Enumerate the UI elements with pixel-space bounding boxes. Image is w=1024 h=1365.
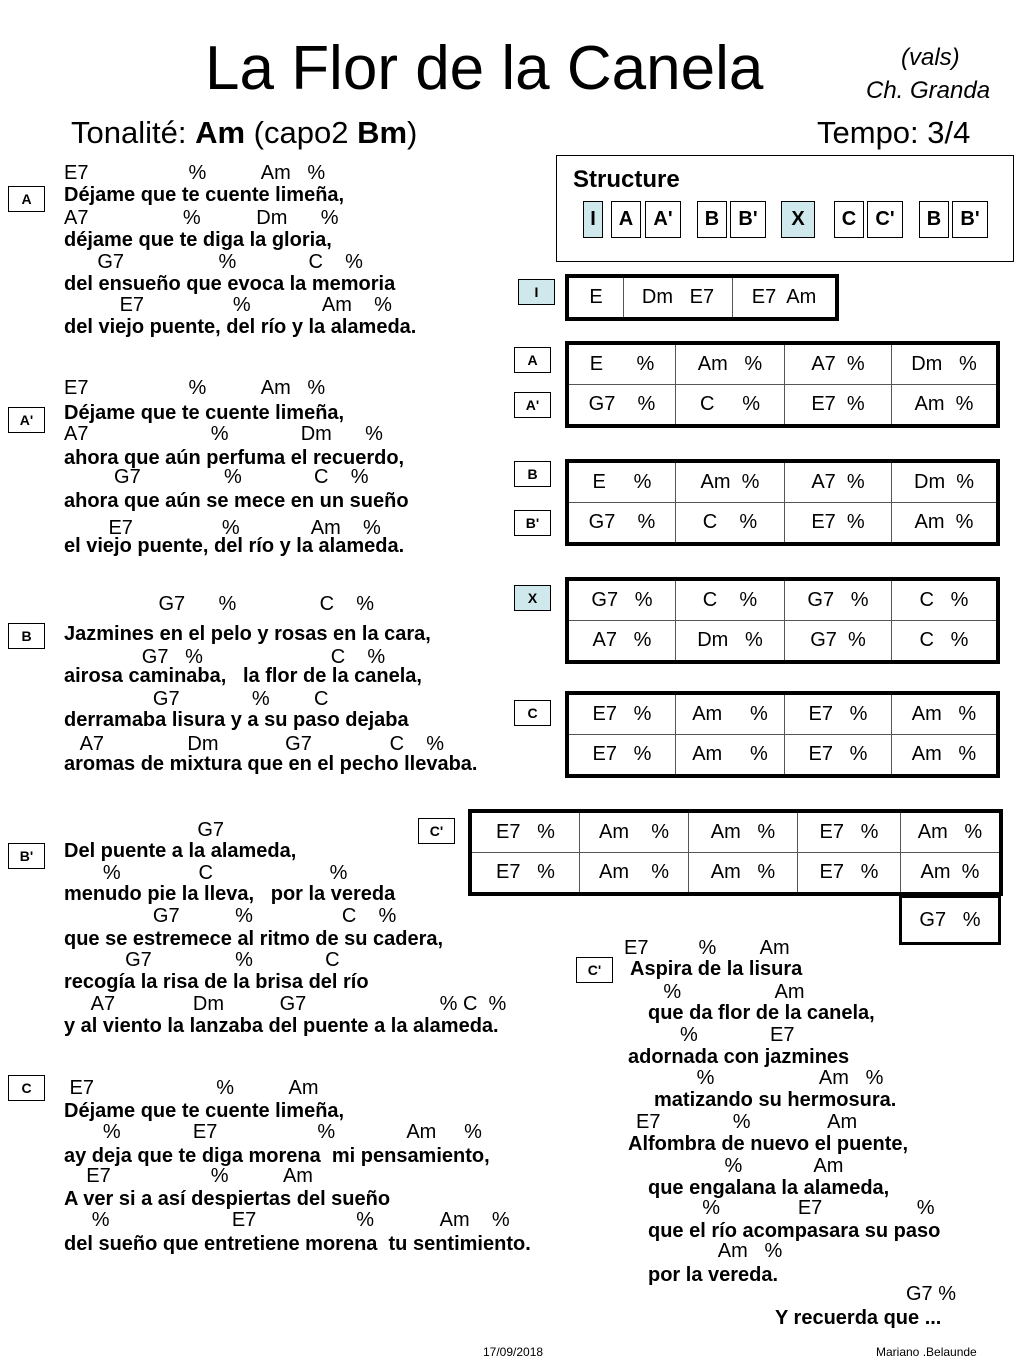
grid-cell: Am % <box>676 461 785 503</box>
chord-line: % E7 <box>630 1024 795 1046</box>
capo-close: ) <box>407 115 418 150</box>
lyric-line: ay deja que te diga morena mi pensamiento, <box>64 1145 490 1167</box>
structure-item: B' <box>952 201 988 238</box>
lyric-line: Del puente a la alameda, <box>64 840 297 862</box>
structure-item: B <box>697 201 727 238</box>
chord-line: % C % <box>64 862 348 884</box>
chord-line: % Am <box>630 981 805 1003</box>
section-label-a-prime: A' <box>8 407 45 433</box>
lyric-line: que da flor de la canela, <box>648 1002 875 1024</box>
grid-cell: Am % <box>676 343 785 385</box>
grid-cell: Dm % <box>676 621 785 663</box>
grid-cell: E7 % <box>785 735 892 777</box>
chord-line: E7 % Am <box>636 1111 858 1133</box>
footer-date: 17/09/2018 <box>483 1345 544 1359</box>
chord-line: G7 % <box>906 1283 957 1305</box>
chord-line: A7 % Dm % <box>64 423 383 445</box>
lyric-line: que el río acompasara su paso <box>648 1220 941 1242</box>
chord-line: Am % <box>630 1240 783 1262</box>
chord-grid-x <box>565 577 1000 664</box>
grid-cell: C % <box>676 579 785 621</box>
chord-grid-i <box>565 274 839 321</box>
tonality-key: Am <box>195 115 246 150</box>
grid-label-i: I <box>518 279 555 305</box>
lyric-line: déjame que te diga la gloria, <box>64 229 332 251</box>
chord-line: % Am % <box>630 1067 884 1089</box>
grid-cell: Dm E7 <box>624 276 733 319</box>
grid-cell: Dm % <box>892 343 999 385</box>
lyric-line: matizando su hermosura. <box>654 1089 897 1111</box>
chord-line: A7 Dm G7 % C % <box>64 993 507 1015</box>
lyric-line: ahora que aún perfuma el recuerdo, <box>64 447 405 469</box>
grid-cell: Dm % <box>892 461 999 503</box>
capo-open: (capo2 <box>245 115 358 150</box>
structure-title: Structure <box>573 166 680 193</box>
footer-arranger: Mariano .Belaunde <box>876 1345 977 1359</box>
chord-grid-a <box>565 341 1000 428</box>
grid-cell: G7 % <box>785 579 892 621</box>
grid-cell: G7 % <box>567 579 676 621</box>
grid-cell: E7 Am <box>733 276 838 319</box>
author-label: Ch. Granda <box>866 77 991 104</box>
grid-label-c-prime: C' <box>418 818 455 844</box>
grid-cell: A7 % <box>785 461 892 503</box>
lyric-line: y al viento la lanzaba del puente a la alameda. <box>64 1015 499 1037</box>
grid-label-b: B <box>514 461 551 487</box>
chord-grid-c-prime <box>468 809 1003 896</box>
grid-cell: E7 % <box>567 735 676 777</box>
grid-cell: E % <box>567 461 676 503</box>
grid-label-a-prime: A' <box>514 392 551 418</box>
lyric-line: Alfombra de nuevo el puente, <box>628 1133 909 1155</box>
chord-line: % E7 % Am % <box>64 1121 482 1143</box>
lyric-line: Déjame que te cuente limeña, <box>64 402 345 424</box>
chord-line: E7 % Am <box>64 1165 313 1187</box>
page-title: La Flor de la Canela <box>205 34 764 103</box>
grid-cell: Am % <box>892 735 999 777</box>
structure-item: I <box>583 201 603 238</box>
grid-cell: Am % <box>580 853 689 895</box>
lyric-line: del viejo puente, del río y la alameda. <box>64 316 417 338</box>
grid-cell: E <box>567 276 624 319</box>
grid-cell: Am % <box>901 811 1002 853</box>
grid-cell: C % <box>676 385 785 427</box>
lyric-line: del sueño que entretiene morena tu sentimiento. <box>64 1233 531 1255</box>
chord-line: G7 <box>64 819 225 841</box>
grid-label-c: C <box>514 700 551 726</box>
grid-cell: Am % <box>689 853 798 895</box>
grid-label-x: X <box>514 585 551 611</box>
grid-cell: E7 % <box>785 693 892 735</box>
chord-grid-c <box>565 691 1000 778</box>
grid-cell: C % <box>676 503 785 545</box>
grid-label-b-prime: B' <box>514 510 551 536</box>
grid-cell: G7 % <box>567 503 676 545</box>
grid-cell: G7 % <box>567 385 676 427</box>
chord-line: E7 % Am % <box>64 294 392 316</box>
grid-cell: E7 % <box>798 853 901 895</box>
structure-item: C <box>834 201 864 238</box>
chord-line: E7 % Am <box>64 1077 319 1099</box>
lyric-line: A ver si a así despiertas del sueño <box>64 1188 391 1210</box>
grid-cell: E7 % <box>798 811 901 853</box>
lyric-line: menudo pie la lleva, por la vereda <box>64 883 396 905</box>
chord-line: A7 Dm G7 C % <box>64 733 445 755</box>
tonality-line <box>71 115 417 151</box>
structure-item: X <box>781 201 815 238</box>
lyric-line: por la vereda. <box>648 1264 779 1286</box>
lyric-line: Déjame que te cuente limeña, <box>64 1100 345 1122</box>
tonality-label: Tonalité: <box>71 115 187 150</box>
grid-cell: E7 % <box>785 503 892 545</box>
section-label-b: B <box>8 623 45 649</box>
chord-line: % E7 % Am % <box>64 1209 510 1231</box>
grid-cell: E7 % <box>567 693 676 735</box>
lyric-line: Aspira de la lisura <box>630 958 803 980</box>
structure-item: A' <box>645 201 681 238</box>
chord-line: E7 % Am % <box>64 162 326 184</box>
lyric-line: ahora que aún se mece en un sueño <box>64 490 409 512</box>
lyric-line: airosa caminaba, la flor de la canela, <box>64 665 422 687</box>
grid-cell: Am % <box>892 693 999 735</box>
lyric-line: del ensueño que evoca la memoria <box>64 273 396 295</box>
grid-cell: G7 % <box>785 621 892 663</box>
chord-line: % Am <box>630 1155 844 1177</box>
chord-line: A7 % Dm % <box>64 207 339 229</box>
grid-cell: Am % <box>892 503 999 545</box>
grid-cell: Am % <box>676 735 785 777</box>
grid-cell: E7 % <box>785 385 892 427</box>
tempo-label: Tempo: 3/4 <box>817 115 971 150</box>
structure-panel <box>556 155 1014 262</box>
chord-grid-c-prime-tail <box>899 895 1001 945</box>
lyric-line: que engalana la alameda, <box>648 1177 890 1199</box>
lyric-line: que se estremece al ritmo de su cadera, <box>64 928 444 950</box>
lyric-line: adornada con jazmines <box>628 1046 850 1068</box>
grid-cell: Am % <box>580 811 689 853</box>
capo-key: Bm <box>357 115 408 150</box>
chord-line: G7 % C <box>64 949 340 971</box>
lyric-line: Déjame que te cuente limeña, <box>64 184 345 206</box>
lyric-line: aromas de mixtura que en el pecho llevaba. <box>64 753 478 775</box>
grid-cell: E7 % <box>470 811 580 853</box>
grid-cell: E % <box>567 343 676 385</box>
structure-item: B <box>919 201 949 238</box>
chord-line: E7 % Am % <box>64 517 381 539</box>
lyric-line: derramaba lisura y a su paso dejaba <box>64 709 409 731</box>
verse-label-c-prime: C' <box>576 957 613 983</box>
chord-grid-b <box>565 459 1000 546</box>
grid-cell: A7 % <box>567 621 676 663</box>
structure-item: C' <box>867 201 903 238</box>
grid-cell: Am % <box>689 811 798 853</box>
lyric-line: Y recuerda que ... <box>775 1307 942 1329</box>
grid-cell: E7 % <box>470 853 580 895</box>
grid-cell: Am % <box>892 385 999 427</box>
chord-line: G7 % C % <box>64 466 369 488</box>
chord-line: E7 % Am <box>624 937 790 959</box>
lyric-line: recogía la risa de la brisa del río <box>64 971 369 993</box>
genre-label: (vals) <box>901 44 960 71</box>
grid-cell: Am % <box>676 693 785 735</box>
chord-line: % E7 % <box>630 1197 935 1219</box>
section-label-b-prime: B' <box>8 843 45 869</box>
chord-line: G7 % C <box>64 688 329 710</box>
grid-label-a: A <box>514 347 551 373</box>
structure-item: A <box>611 201 641 238</box>
chord-line: G7 % C % <box>64 646 386 668</box>
structure-item: B' <box>730 201 766 238</box>
chord-line: E7 % Am % <box>64 377 326 399</box>
section-label-a: A <box>8 186 45 212</box>
section-label-c: C <box>8 1075 45 1101</box>
lyric-line: Jazmines en el pelo y rosas en la cara, <box>64 623 431 645</box>
grid-cell: C % <box>892 579 999 621</box>
grid-cell: G7 % <box>901 897 1000 944</box>
chord-line: G7 % C % <box>64 905 397 927</box>
lyric-line: el viejo puente, del río y la alameda. <box>64 535 405 557</box>
grid-cell: A7 % <box>785 343 892 385</box>
chord-line: G7 % C % <box>64 593 375 615</box>
chord-line: G7 % C % <box>64 251 363 273</box>
grid-cell: Am % <box>901 853 1002 895</box>
grid-cell: C % <box>892 621 999 663</box>
